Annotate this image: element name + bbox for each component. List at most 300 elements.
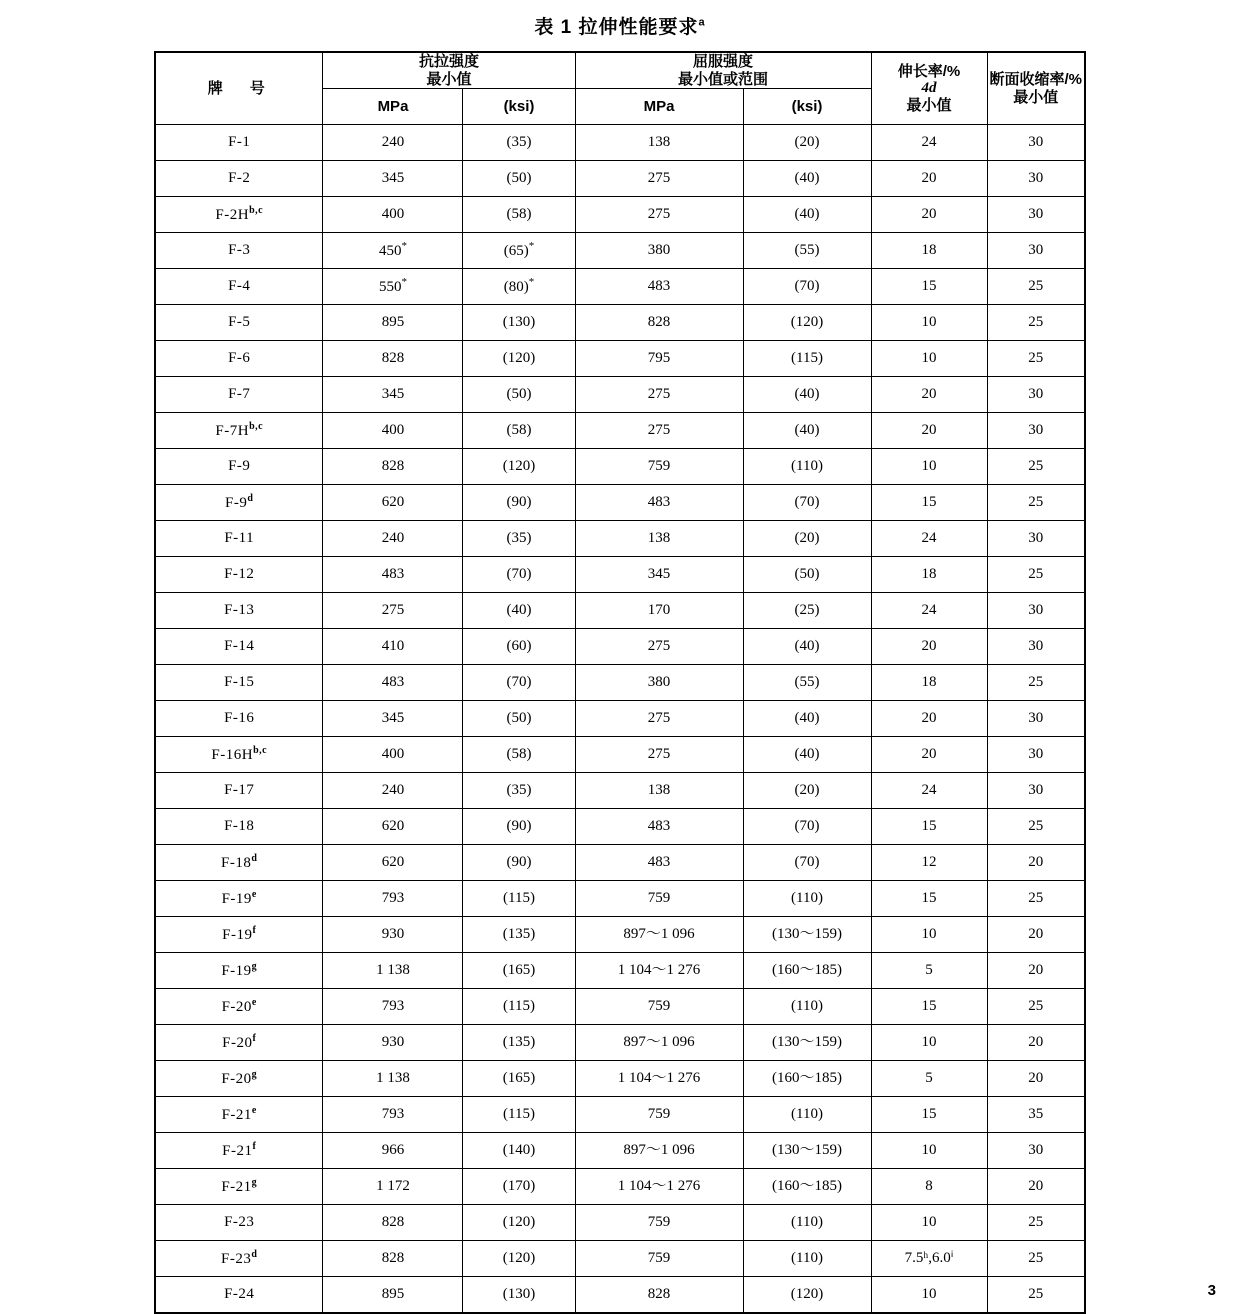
cell-reduction [987, 413, 1085, 449]
cell-grade-value: F-7 [228, 385, 251, 402]
cell-tensile-ksi-value: (130) [502, 1285, 536, 1302]
table-row [155, 305, 1085, 341]
cell-elongation [871, 233, 987, 269]
cell-tensile-mpa [323, 485, 463, 521]
cell-grade [155, 485, 323, 521]
cell-yield-ksi [743, 881, 871, 917]
cell-tensile-mpa-value: 345 [381, 709, 405, 726]
table-row [155, 989, 1085, 1025]
cell-grade [155, 989, 323, 1025]
cell-tensile-mpa [323, 557, 463, 593]
cell-grade [155, 521, 323, 557]
cell-tensile-ksi-value: (40) [506, 601, 532, 618]
cell-elongation [871, 917, 987, 953]
cell-tensile-ksi [463, 305, 575, 341]
cell-yield-ksi-value: (70) [794, 493, 820, 510]
cell-tensile-ksi-value: (135) [502, 925, 536, 942]
table-row [155, 125, 1085, 161]
cell-yield-mpa-value: 138 [647, 133, 671, 150]
cell-grade [155, 881, 323, 917]
cell-grade [155, 1241, 323, 1277]
cell-tensile-mpa-value: 550 [378, 279, 402, 296]
cell-yield-ksi [743, 1061, 871, 1097]
cell-yield-ksi-value: (130～159) [772, 925, 842, 942]
cell-tensile-ksi-value: (60) [506, 637, 532, 654]
cell-elongation-value: 10 [921, 457, 937, 474]
cell-tensile-mpa [323, 1277, 463, 1314]
cell-grade-superscript: g [251, 960, 258, 972]
cell-tensile-ksi-value: (58) [506, 205, 532, 222]
cell-tensile-mpa [323, 521, 463, 557]
cell-yield-ksi [743, 1097, 871, 1133]
cell-elongation-value: 15 [921, 889, 937, 906]
cell-yield-mpa [575, 917, 743, 953]
cell-grade-superscript: b,c [253, 744, 268, 756]
cell-reduction-value: 30 [1028, 601, 1044, 618]
cell-yield-mpa-value: 275 [647, 709, 671, 726]
cell-yield-ksi-value: (160～185) [772, 1177, 842, 1194]
cell-tensile-mpa-value: 966 [381, 1141, 405, 1158]
cell-yield-mpa-value: 759 [647, 889, 671, 906]
cell-yield-ksi-value: (160～185) [772, 961, 842, 978]
table-row [155, 1097, 1085, 1133]
cell-tensile-mpa-value: 620 [381, 817, 405, 834]
cell-grade [155, 1169, 323, 1205]
cell-yield-ksi-value: (55) [794, 241, 820, 258]
table-body [155, 125, 1085, 1314]
cell-yield-ksi [743, 125, 871, 161]
table-row [155, 269, 1085, 305]
cell-tensile-ksi-value: (50) [506, 709, 532, 726]
cell-grade-value: F-15 [224, 673, 255, 690]
cell-yield-mpa [575, 485, 743, 521]
cell-elongation-value: 15 [921, 997, 937, 1014]
cell-grade-value: F-21 [221, 1106, 252, 1123]
cell-grade-value: F-19 [222, 926, 253, 943]
cell-tensile-mpa-value: 620 [381, 493, 405, 510]
cell-yield-ksi-value: (115) [791, 349, 823, 366]
cell-yield-ksi [743, 269, 871, 305]
cell-yield-ksi [743, 521, 871, 557]
cell-tensile-ksi [463, 953, 575, 989]
cell-tensile-ksi [463, 269, 575, 305]
cell-yield-mpa-value: 380 [647, 241, 671, 258]
cell-elongation-value: 10 [921, 313, 937, 330]
cell-yield-mpa [575, 665, 743, 701]
table-header-row-1 [155, 52, 1085, 89]
cell-elongation-value: 10 [921, 349, 937, 366]
cell-tensile-mpa-value: 828 [381, 1249, 405, 1266]
cell-grade [155, 1061, 323, 1097]
cell-yield-ksi-value: (20) [794, 529, 820, 546]
cell-elongation [871, 953, 987, 989]
cell-yield-mpa-value: 138 [647, 781, 671, 798]
cell-grade [155, 737, 323, 773]
cell-yield-ksi-value: (70) [794, 817, 820, 834]
cell-tensile-ksi [463, 737, 575, 773]
cell-reduction-value: 20 [1028, 961, 1044, 978]
cell-reduction [987, 701, 1085, 737]
table-row [155, 1205, 1085, 1241]
cell-yield-ksi [743, 197, 871, 233]
cell-reduction [987, 917, 1085, 953]
table-row [155, 593, 1085, 629]
cell-grade-value: F-20 [221, 1070, 252, 1087]
cell-elongation [871, 629, 987, 665]
cell-tensile-mpa [323, 1061, 463, 1097]
cell-reduction [987, 557, 1085, 593]
cell-grade [155, 629, 323, 665]
cell-tensile-mpa-value: 1 172 [376, 1177, 410, 1194]
cell-tensile-mpa-value: 793 [381, 1105, 405, 1122]
cell-grade [155, 377, 323, 413]
cell-reduction-value: 25 [1028, 1285, 1044, 1302]
cell-grade [155, 197, 323, 233]
cell-reduction-value: 25 [1028, 277, 1044, 294]
cell-elongation-value: 15 [921, 1105, 937, 1122]
cell-tensile-mpa-value: 275 [381, 601, 405, 618]
cell-yield-ksi-value: (55) [794, 673, 820, 690]
cell-tensile-ksi [463, 1169, 575, 1205]
cell-tensile-mpa [323, 989, 463, 1025]
cell-yield-ksi-value: (110) [791, 457, 823, 474]
cell-yield-mpa [575, 845, 743, 881]
cell-tensile-ksi [463, 773, 575, 809]
cell-elongation [871, 1205, 987, 1241]
cell-grade-value: F-16H [211, 746, 254, 763]
cell-reduction [987, 845, 1085, 881]
cell-yield-mpa-value: 275 [647, 745, 671, 762]
header-tensile-line2: 最小值 [426, 70, 472, 88]
table-row [155, 161, 1085, 197]
cell-elongation-value: 24 [921, 601, 937, 618]
cell-reduction [987, 197, 1085, 233]
cell-yield-mpa [575, 953, 743, 989]
cell-yield-mpa-value: 759 [647, 1213, 671, 1230]
cell-grade-value: F-21 [221, 1178, 252, 1195]
cell-grade [155, 845, 323, 881]
cell-tensile-ksi [463, 845, 575, 881]
cell-yield-ksi [743, 413, 871, 449]
cell-grade-superscript: g [251, 1068, 258, 1080]
cell-yield-mpa-value: 483 [647, 277, 671, 294]
cell-tensile-ksi-value: (70) [506, 673, 532, 690]
cell-grade-value: F-4 [228, 277, 251, 294]
cell-reduction [987, 1277, 1085, 1314]
cell-elongation-value: 5 [925, 961, 933, 978]
cell-yield-mpa [575, 701, 743, 737]
cell-yield-mpa [575, 737, 743, 773]
cell-elongation [871, 809, 987, 845]
cell-grade-value: F-20 [221, 998, 252, 1015]
cell-yield-mpa-value: 483 [647, 493, 671, 510]
cell-tensile-ksi-value: (115) [503, 1105, 535, 1122]
cell-tensile-mpa-value: 895 [381, 313, 405, 330]
cell-reduction [987, 341, 1085, 377]
cell-elongation-value: 18 [921, 241, 937, 258]
cell-tensile-mpa-value: 483 [381, 673, 405, 690]
cell-elongation-value: 20 [921, 745, 937, 762]
cell-yield-ksi [743, 953, 871, 989]
cell-reduction-value: 20 [1028, 1069, 1044, 1086]
cell-yield-ksi [743, 1169, 871, 1205]
cell-reduction-value: 20 [1028, 925, 1044, 942]
cell-yield-ksi [743, 773, 871, 809]
cell-reduction-value: 25 [1028, 1249, 1044, 1266]
cell-tensile-mpa [323, 845, 463, 881]
cell-tensile-mpa [323, 809, 463, 845]
cell-reduction [987, 233, 1085, 269]
cell-tensile-mpa-value: 410 [381, 637, 405, 654]
cell-tensile-mpa-superscript: * [401, 276, 407, 289]
cell-grade [155, 809, 323, 845]
cell-reduction-value: 30 [1028, 745, 1044, 762]
cell-reduction-value: 25 [1028, 349, 1044, 366]
table-row [155, 953, 1085, 989]
cell-tensile-mpa-value: 793 [381, 997, 405, 1014]
cell-tensile-ksi-value: (140) [502, 1141, 536, 1158]
cell-elongation-value: 15 [921, 493, 937, 510]
table-title-text: 表 1 拉伸性能要求 [534, 17, 699, 38]
header-tensile-strength-group [323, 52, 575, 89]
cell-yield-ksi [743, 305, 871, 341]
header-reduction-of-area [987, 52, 1085, 125]
cell-reduction [987, 449, 1085, 485]
cell-tensile-mpa [323, 1241, 463, 1277]
cell-tensile-mpa [323, 341, 463, 377]
cell-reduction-value: 25 [1028, 1213, 1044, 1230]
cell-reduction-value: 25 [1028, 889, 1044, 906]
table-row [155, 737, 1085, 773]
cell-tensile-ksi-superscript: * [528, 240, 535, 253]
cell-yield-ksi [743, 809, 871, 845]
cell-grade-value: F-23 [224, 1213, 255, 1230]
table-row [155, 341, 1085, 377]
cell-yield-mpa-value: 483 [647, 853, 671, 870]
cell-grade-superscript: b,c [249, 420, 264, 432]
cell-yield-mpa-value: 897～1 096 [623, 925, 695, 942]
cell-grade [155, 1133, 323, 1169]
cell-tensile-ksi-value: (90) [506, 853, 532, 870]
cell-tensile-ksi [463, 1061, 575, 1097]
cell-tensile-ksi [463, 557, 575, 593]
cell-yield-ksi [743, 377, 871, 413]
cell-yield-mpa-value: 275 [647, 421, 671, 438]
cell-yield-ksi [743, 341, 871, 377]
table-row [155, 521, 1085, 557]
cell-tensile-mpa-value: 240 [381, 133, 405, 150]
table-row [155, 701, 1085, 737]
cell-reduction-value: 25 [1028, 997, 1044, 1014]
cell-reduction [987, 1133, 1085, 1169]
cell-yield-ksi [743, 989, 871, 1025]
cell-grade-superscript: d [247, 492, 254, 504]
cell-grade [155, 1277, 323, 1314]
cell-reduction-value: 30 [1028, 637, 1044, 654]
cell-tensile-mpa [323, 665, 463, 701]
cell-yield-mpa [575, 521, 743, 557]
cell-elongation-value: 20 [921, 205, 937, 222]
cell-tensile-mpa-value: 345 [381, 169, 405, 186]
cell-yield-ksi-value: (50) [794, 565, 820, 582]
cell-yield-mpa [575, 1241, 743, 1277]
cell-tensile-ksi [463, 1097, 575, 1133]
cell-yield-mpa [575, 629, 743, 665]
cell-tensile-ksi-superscript: * [528, 276, 535, 289]
cell-yield-mpa-value: 275 [647, 205, 671, 222]
cell-tensile-mpa [323, 413, 463, 449]
cell-yield-ksi [743, 1025, 871, 1061]
cell-grade [155, 953, 323, 989]
cell-yield-mpa-value: 759 [647, 1105, 671, 1122]
cell-yield-ksi-value: (40) [794, 169, 820, 186]
table-row [155, 413, 1085, 449]
cell-grade-superscript: b,c [249, 204, 264, 216]
cell-yield-mpa-value: 275 [647, 385, 671, 402]
cell-grade [155, 593, 323, 629]
cell-grade-superscript: f [252, 1032, 257, 1044]
cell-yield-mpa [575, 593, 743, 629]
cell-yield-mpa-value: 275 [647, 637, 671, 654]
cell-tensile-ksi [463, 197, 575, 233]
cell-yield-mpa-value: 275 [647, 169, 671, 186]
cell-yield-mpa [575, 557, 743, 593]
cell-yield-mpa [575, 1025, 743, 1061]
cell-elongation [871, 1169, 987, 1205]
cell-grade-value: F-1 [228, 133, 251, 150]
cell-grade [155, 161, 323, 197]
cell-grade [155, 269, 323, 305]
cell-yield-ksi [743, 1277, 871, 1314]
cell-yield-ksi [743, 485, 871, 521]
cell-tensile-ksi [463, 413, 575, 449]
cell-tensile-ksi [463, 809, 575, 845]
cell-yield-ksi-value: (110) [791, 1249, 823, 1266]
cell-tensile-mpa-superscript: * [401, 240, 407, 253]
cell-yield-ksi-value: (110) [791, 997, 823, 1014]
cell-tensile-ksi [463, 521, 575, 557]
cell-tensile-mpa-value: 400 [381, 745, 405, 762]
cell-tensile-mpa-value: 930 [381, 1033, 405, 1050]
cell-elongation [871, 521, 987, 557]
cell-tensile-ksi [463, 629, 575, 665]
cell-elongation [871, 1241, 987, 1277]
cell-grade-value: F-19 [221, 962, 252, 979]
cell-grade [155, 1097, 323, 1133]
cell-reduction-value: 25 [1028, 817, 1044, 834]
cell-yield-mpa-value: 759 [647, 997, 671, 1014]
table-row [155, 881, 1085, 917]
cell-yield-mpa [575, 1205, 743, 1241]
cell-yield-mpa-value: 759 [647, 1249, 671, 1266]
cell-yield-mpa [575, 809, 743, 845]
cell-tensile-ksi-value: (80) [503, 279, 529, 296]
cell-grade-superscript: e [251, 996, 257, 1008]
cell-elongation [871, 1097, 987, 1133]
table-row [155, 917, 1085, 953]
cell-grade [155, 1205, 323, 1241]
cell-yield-ksi-value: (40) [794, 421, 820, 438]
cell-yield-ksi [743, 1133, 871, 1169]
cell-tensile-ksi-value: (120) [502, 349, 536, 366]
cell-tensile-ksi-value: (170) [502, 1177, 536, 1194]
cell-grade [155, 449, 323, 485]
cell-reduction-value: 30 [1028, 781, 1044, 798]
cell-yield-ksi [743, 701, 871, 737]
table-row [155, 1277, 1085, 1314]
cell-yield-mpa [575, 377, 743, 413]
cell-elongation [871, 413, 987, 449]
cell-reduction-value: 30 [1028, 205, 1044, 222]
cell-reduction [987, 953, 1085, 989]
cell-tensile-ksi-value: (165) [502, 1069, 536, 1086]
cell-elongation-value: 10 [921, 925, 937, 942]
cell-elongation [871, 161, 987, 197]
cell-tensile-ksi-value: (90) [506, 817, 532, 834]
cell-tensile-ksi-value: (35) [506, 781, 532, 798]
header-yield-mpa: MPa [575, 89, 743, 125]
table-title [0, 0, 1240, 51]
cell-tensile-mpa [323, 449, 463, 485]
cell-elongation [871, 1277, 987, 1314]
cell-reduction [987, 269, 1085, 305]
cell-elongation [871, 485, 987, 521]
cell-yield-mpa [575, 1097, 743, 1133]
cell-tensile-mpa-value: 828 [381, 457, 405, 474]
cell-tensile-ksi [463, 449, 575, 485]
cell-elongation-value: 15 [921, 277, 937, 294]
cell-reduction-value: 25 [1028, 457, 1044, 474]
cell-tensile-mpa-value: 400 [381, 421, 405, 438]
cell-grade-value: F-13 [224, 601, 255, 618]
cell-elongation-value: 24 [921, 781, 937, 798]
cell-tensile-ksi-value: (35) [506, 133, 532, 150]
cell-tensile-ksi-value: (115) [503, 997, 535, 1014]
cell-grade-value: F-7H [215, 422, 250, 439]
cell-reduction-value: 25 [1028, 673, 1044, 690]
cell-yield-ksi [743, 917, 871, 953]
cell-yield-ksi-value: (130～159) [772, 1141, 842, 1158]
cell-yield-mpa-value: 828 [647, 1285, 671, 1302]
cell-reduction [987, 881, 1085, 917]
cell-yield-ksi [743, 665, 871, 701]
cell-reduction-value: 25 [1028, 565, 1044, 582]
cell-yield-mpa [575, 269, 743, 305]
cell-tensile-mpa-value: 793 [381, 889, 405, 906]
cell-yield-ksi [743, 161, 871, 197]
cell-elongation-value: 10 [921, 1285, 937, 1302]
cell-grade-superscript: e [251, 888, 257, 900]
cell-reduction-value: 30 [1028, 421, 1044, 438]
cell-grade-value: F-5 [228, 313, 251, 330]
cell-tensile-ksi [463, 1205, 575, 1241]
cell-elongation-value: 10 [921, 1141, 937, 1158]
cell-elongation [871, 125, 987, 161]
table-row [155, 1133, 1085, 1169]
cell-tensile-mpa-value: 240 [381, 529, 405, 546]
cell-yield-mpa [575, 1133, 743, 1169]
cell-grade-superscript: f [252, 924, 257, 936]
page-number: 3 [1207, 1282, 1216, 1299]
cell-yield-mpa-value: 1 104～1 276 [617, 961, 701, 978]
cell-yield-ksi-value: (130～159) [772, 1033, 842, 1050]
cell-yield-mpa [575, 233, 743, 269]
cell-yield-mpa-value: 897～1 096 [623, 1141, 695, 1158]
cell-yield-mpa [575, 1277, 743, 1314]
table-row [155, 1025, 1085, 1061]
cell-tensile-mpa-value: 1 138 [376, 961, 410, 978]
cell-tensile-mpa [323, 161, 463, 197]
